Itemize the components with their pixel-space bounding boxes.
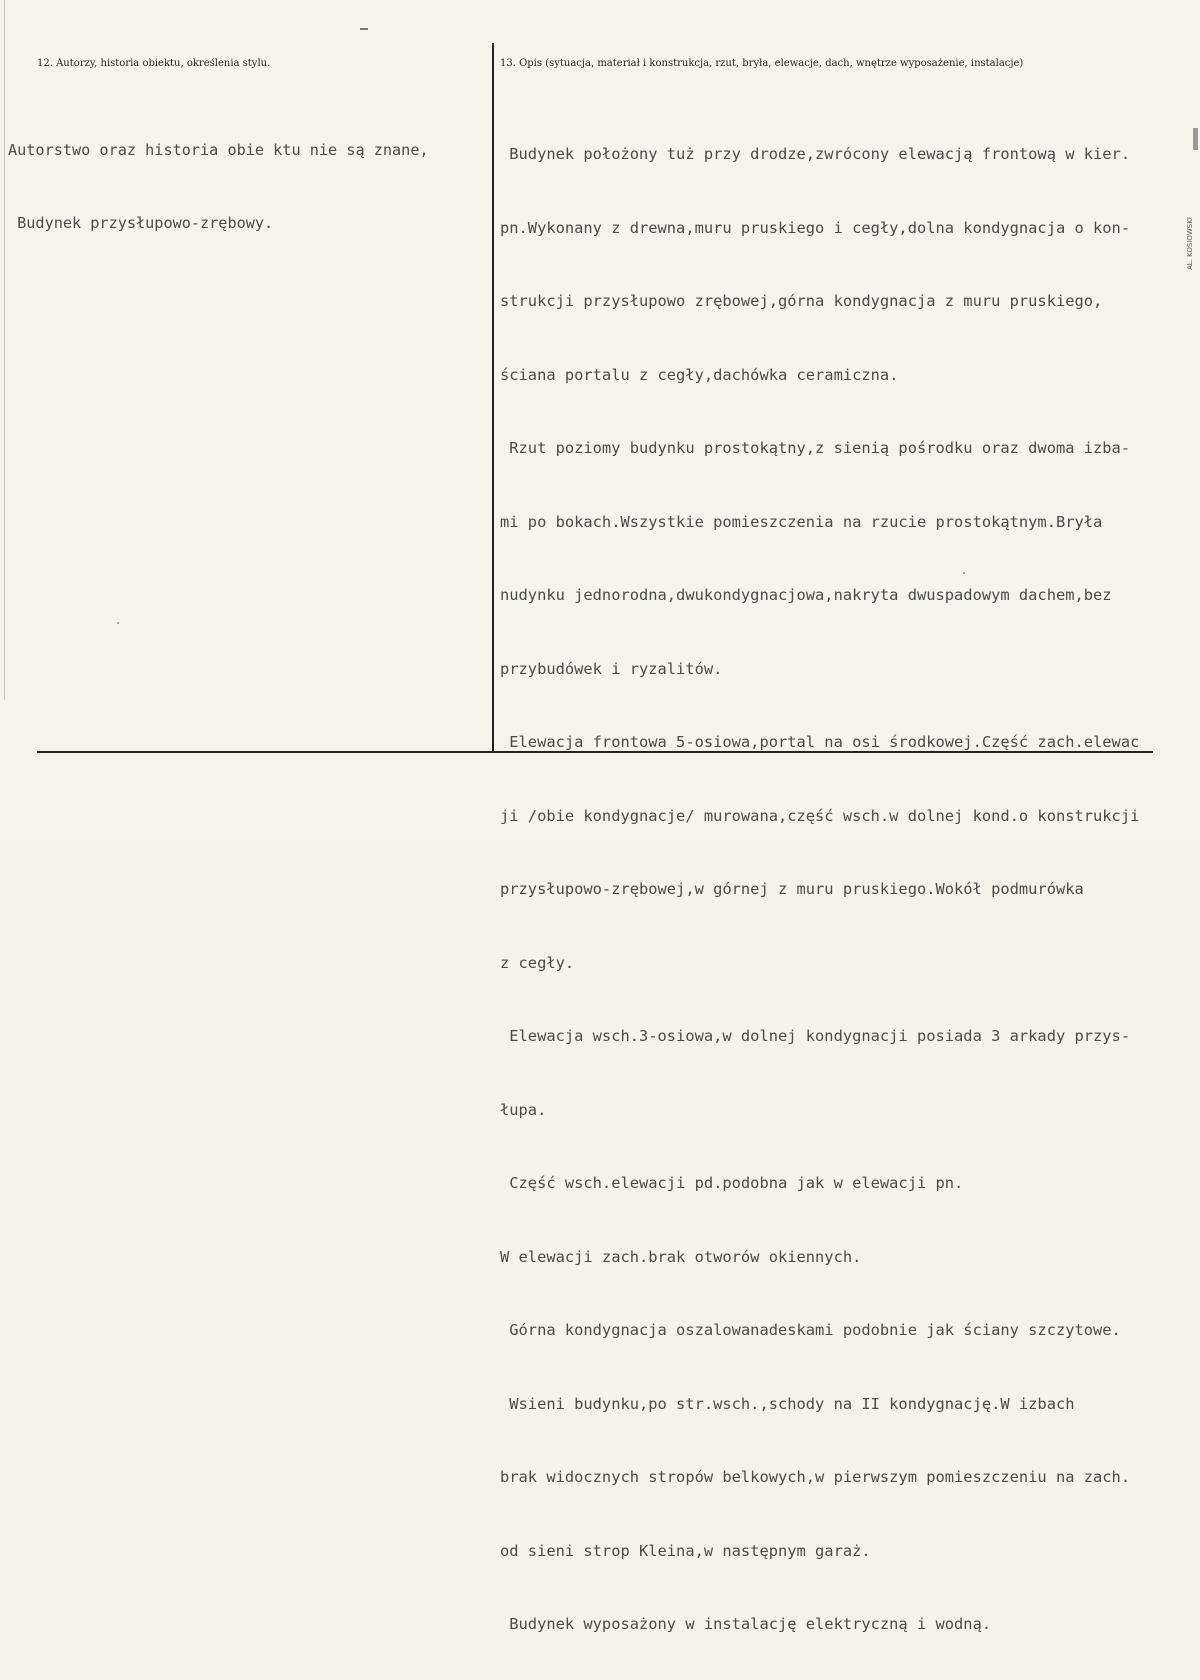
section-13-line: Budynek położony tuż przy drodze,zwrócony elewacją frontową w kier.: [500, 145, 1131, 163]
section-13-line: przysłupowo-zrębowej,w górnej z muru pruskiego.Wokół podmurówka: [500, 880, 1084, 898]
section-13-line: przybudówek i ryzalitów.: [500, 659, 723, 678]
section-12-line: Budynek przysłupowo-zrębowy.: [8, 214, 274, 233]
section-13-line: Rzut poziomy budynku prostokątny,z sienią pośrodku oraz dwoma izba-: [500, 439, 1131, 457]
section-13-line: Część wsch.elewacji pd.podobna jak w elewacji pn.: [500, 1174, 964, 1192]
section-13-line: z cegły.: [500, 953, 575, 972]
section-12-heading: 12. Autorzy, historia obiektu, określenia stylu.: [37, 58, 271, 69]
section-13-line: strukcji przysłupowo zrębowej,górna kondygnacja z muru pruskiego,: [500, 292, 1103, 310]
section-12-line: Autorstwo oraz historia obie ktu nie są znane,: [8, 141, 429, 160]
section-13-line: Górna kondygnacja oszalowanadeskami podobnie jak ściany szczytowe.: [500, 1321, 1121, 1339]
section-13-line: W elewacji zach.brak otworów okiennych.: [500, 1247, 862, 1266]
section-12-text: [8, 90, 429, 284]
section-13-line: Elewacja frontowa 5-osiowa,portal na osi środkowej.Część zach.elewac: [500, 733, 1140, 751]
section-13-line: brak widocznych stropów belkowych,w pierwszym pomieszczeniu na zach.: [500, 1468, 1131, 1486]
top-tick-mark: [360, 28, 368, 30]
section-13-line: mi po bokach.Wszystkie pomieszczenia na rzucie prostokątnym.Bryła: [500, 512, 1103, 531]
section-13-line: ji /obie kondygnacje/ murowana,część wsch.w dolnej kond.o konstrukcji: [500, 806, 1140, 825]
paper-speck: [117, 622, 119, 624]
section-13-line: nudynku jednorodna,dwukondygnacjowa,nakryta dwuspadowym dachem,bez: [500, 586, 1112, 604]
section-13-line: Elewacja wsch.3-osiowa,w dolnej kondygnacji posiada 3 arkady przys-: [500, 1027, 1131, 1045]
column-divider: [492, 43, 494, 751]
side-stamp: AL. KOSIOWSKI: [1186, 217, 1194, 270]
section-13-line: łupa.: [500, 1100, 547, 1119]
section-13-heading: 13. Opis (sytuacja, materiał i konstrukcja, rzut, bryła, elewacje, dach, wnętrze wyposażenie, instalacje): [500, 58, 1024, 69]
section-13-line: ściana portalu z cegły,dachówka ceramiczna.: [500, 365, 899, 384]
paper-speck: [963, 572, 965, 574]
section-13-line: Budynek wyposażony w instalację elektryczną i wodną.: [500, 1615, 992, 1633]
section-13-line: pn.Wykonany z drewna,muru pruskiego i cegły,dolna kondygnacja o kon-: [500, 218, 1131, 237]
section-13-line: Wsieni budynku,po str.wsch.,schody na II kondygnację.W izbach: [500, 1394, 1075, 1413]
section-13-text: [500, 93, 1139, 1680]
card-left-edge: [4, 0, 5, 700]
section-13-line: od sieni strop Kleina,w następnym garaż.: [500, 1541, 871, 1560]
edge-tab-mark: [1193, 128, 1198, 150]
